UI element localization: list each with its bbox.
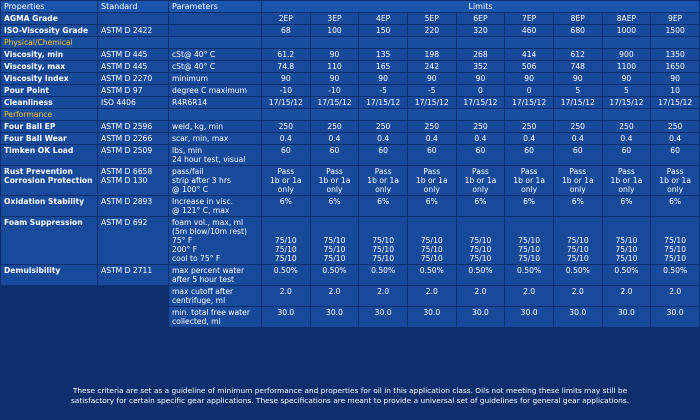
value-cell: 90 — [554, 73, 602, 84]
value-cell: 0.50% — [554, 265, 602, 285]
row-timken — [1, 145, 699, 165]
value-cell: 2.0 — [408, 286, 456, 306]
cell-std: ASTM D 6658 ASTM D 130 — [98, 166, 168, 195]
value-cell: 0.50% — [603, 265, 651, 285]
cell-prop: Viscosity, min — [1, 49, 97, 60]
cell-param: lbs, min 24 hour test, visual — [169, 145, 261, 165]
value-cell: 0 — [457, 85, 505, 96]
value-cell: 352 — [457, 61, 505, 72]
value-cell: 30.0 — [603, 307, 651, 327]
footnote — [0, 386, 700, 406]
cell-std — [98, 13, 168, 24]
value-cell: 6% — [311, 196, 359, 216]
value-cell: 6% — [408, 196, 456, 216]
value-cell: Pass 1b or 1a only — [359, 166, 407, 195]
cell-param: min. total free water collected, ml — [169, 307, 261, 327]
header-parameters: Parameters — [169, 1, 261, 12]
cell-prop: Oxidation Stability — [1, 196, 97, 216]
header-limits: Limits — [262, 1, 699, 12]
value-cell: 30.0 — [359, 307, 407, 327]
cell-param: weld, kg, min — [169, 121, 261, 132]
value-cell: 30.0 — [457, 307, 505, 327]
row-visc-max — [1, 61, 699, 72]
value-cell: 17/15/12 — [311, 97, 359, 108]
value-cell: 10 — [651, 85, 699, 96]
value-cell: 75/10 75/10 75/10 — [651, 217, 699, 264]
value-cell: 506 — [505, 61, 553, 72]
value-cell: 250 — [311, 121, 359, 132]
cell-prop: Rust Prevention Corrosion Protection — [1, 166, 97, 195]
grade-cell: 4EP — [359, 13, 407, 24]
value-cell: 30.0 — [651, 307, 699, 327]
footnote-line-2: satisfactory for certain specific gear applications. These specifications are meant to provide a universal set of guidelines for general gear applications. — [70, 396, 630, 405]
section-performance — [1, 109, 699, 120]
header-properties: Properties — [1, 1, 97, 12]
value-cell: 68 — [262, 25, 310, 36]
value-cell: 6% — [603, 196, 651, 216]
value-cell: 60 — [408, 145, 456, 165]
cell-std: ASTM D 692 — [98, 217, 168, 264]
value-cell: 100 — [311, 25, 359, 36]
cell-param: max percent water after 5 hour test — [169, 265, 261, 285]
cell-prop: Four Ball EP — [1, 121, 97, 132]
value-cell: 1350 — [651, 49, 699, 60]
value-cell: Pass 1b or 1a only — [554, 166, 602, 195]
value-cell: 90 — [603, 73, 651, 84]
value-cell: 0.50% — [457, 265, 505, 285]
value-cell: 135 — [359, 49, 407, 60]
value-cell: 30.0 — [505, 307, 553, 327]
grade-cell: 5EP — [408, 13, 456, 24]
cell-param — [169, 25, 261, 36]
value-cell: 90 — [262, 73, 310, 84]
cell-param: cSt@ 40° C — [169, 61, 261, 72]
value-cell: 2.0 — [457, 286, 505, 306]
value-cell: 60 — [603, 145, 651, 165]
value-cell: 60 — [311, 145, 359, 165]
value-cell: 1500 — [651, 25, 699, 36]
value-cell: 900 — [603, 49, 651, 60]
value-cell: 2.0 — [603, 286, 651, 306]
row-iso — [1, 25, 699, 36]
value-cell: 75/10 75/10 75/10 — [311, 217, 359, 264]
value-cell: 30.0 — [262, 307, 310, 327]
cell-param: Increase in visc. @ 121° C, max — [169, 196, 261, 216]
value-cell: -5 — [359, 85, 407, 96]
value-cell: 17/15/12 — [457, 97, 505, 108]
value-cell: 17/15/12 — [603, 97, 651, 108]
row-foam — [1, 217, 699, 264]
value-cell: -10 — [311, 85, 359, 96]
cell-prop: AGMA Grade — [1, 13, 97, 24]
header-standard: Standard — [98, 1, 168, 12]
row-four-ball-ep — [1, 121, 699, 132]
value-cell: 2.0 — [262, 286, 310, 306]
value-cell: -5 — [408, 85, 456, 96]
value-cell: 0 — [505, 85, 553, 96]
cell-prop: Viscosity, max — [1, 61, 97, 72]
section-label: Physical/Chemical — [1, 37, 97, 48]
cell-std: ASTM D 2711 — [98, 265, 168, 285]
value-cell: 6% — [262, 196, 310, 216]
value-cell: 60 — [651, 145, 699, 165]
value-cell: -10 — [262, 85, 310, 96]
cell-param: R4R6R14 — [169, 97, 261, 108]
value-cell: 2.0 — [554, 286, 602, 306]
cell-std: ASTM D 445 — [98, 49, 168, 60]
value-cell: 0.50% — [359, 265, 407, 285]
value-cell: 90 — [311, 49, 359, 60]
value-cell: 74.8 — [262, 61, 310, 72]
value-cell: 165 — [359, 61, 407, 72]
row-rust — [1, 166, 699, 195]
section-label: Performance — [1, 109, 97, 120]
value-cell: 6% — [359, 196, 407, 216]
value-cell: 0.4 — [408, 133, 456, 144]
value-cell: 6% — [457, 196, 505, 216]
value-cell: 60 — [457, 145, 505, 165]
cell-prop: Four Ball Wear — [1, 133, 97, 144]
header-row — [1, 1, 699, 12]
cell-std: ASTM D 2596 — [98, 121, 168, 132]
cell-prop: Pour Point — [1, 85, 97, 96]
value-cell: 17/15/12 — [651, 97, 699, 108]
value-cell: 17/15/12 — [262, 97, 310, 108]
row-oxidation — [1, 196, 699, 216]
value-cell: 250 — [505, 121, 553, 132]
value-cell: 250 — [359, 121, 407, 132]
value-cell: 2.0 — [505, 286, 553, 306]
value-cell: 0.50% — [408, 265, 456, 285]
value-cell: 90 — [651, 73, 699, 84]
value-cell: 60 — [359, 145, 407, 165]
value-cell: Pass 1b or 1a only — [311, 166, 359, 195]
value-cell: 0.50% — [262, 265, 310, 285]
value-cell: 0.4 — [311, 133, 359, 144]
row-four-ball-wear — [1, 133, 699, 144]
value-cell: 90 — [311, 73, 359, 84]
cell-prop: Viscosity Index — [1, 73, 97, 84]
value-cell: 150 — [359, 25, 407, 36]
value-cell: 250 — [651, 121, 699, 132]
value-cell: 2.0 — [359, 286, 407, 306]
value-cell: Pass 1b or 1a only — [457, 166, 505, 195]
value-cell: 75/10 75/10 75/10 — [554, 217, 602, 264]
value-cell: 460 — [505, 25, 553, 36]
cell-std: ASTM D 2270 — [98, 73, 168, 84]
grade-cell: 8EP — [554, 13, 602, 24]
value-cell: 17/15/12 — [554, 97, 602, 108]
value-cell: 0.4 — [359, 133, 407, 144]
row-agma — [1, 13, 699, 24]
cell-prop: Cleanliness — [1, 97, 97, 108]
value-cell: 2.0 — [311, 286, 359, 306]
value-cell: 1100 — [603, 61, 651, 72]
value-cell: 250 — [262, 121, 310, 132]
value-cell: 0.4 — [603, 133, 651, 144]
value-cell: 90 — [457, 73, 505, 84]
value-cell: 198 — [408, 49, 456, 60]
row-demulsibility — [1, 265, 699, 285]
row-visc-min — [1, 49, 699, 60]
value-cell: 0.4 — [651, 133, 699, 144]
value-cell: 61.2 — [262, 49, 310, 60]
cell-std: ASTM D 2266 — [98, 133, 168, 144]
value-cell: Pass 1b or 1a only — [408, 166, 456, 195]
value-cell: 1650 — [651, 61, 699, 72]
value-cell: 268 — [457, 49, 505, 60]
value-cell: 0.4 — [262, 133, 310, 144]
value-cell: 220 — [408, 25, 456, 36]
value-cell: 30.0 — [408, 307, 456, 327]
value-cell: 17/15/12 — [505, 97, 553, 108]
value-cell: 30.0 — [554, 307, 602, 327]
value-cell: 17/15/12 — [359, 97, 407, 108]
footnote-line-1: These criteria are set as a guideline of minimum performance and properties for oil in this application class. Oils not meeting these limits may still be — [72, 386, 628, 395]
grade-cell: 8AEP — [603, 13, 651, 24]
row-cutoff — [1, 286, 699, 306]
value-cell: 0.4 — [554, 133, 602, 144]
row-free-water — [1, 307, 699, 327]
value-cell: 1000 — [603, 25, 651, 36]
value-cell: 60 — [262, 145, 310, 165]
cell-std: ASTM D 97 — [98, 85, 168, 96]
cell-std: ASTM D 2509 — [98, 145, 168, 165]
grade-cell: 7EP — [505, 13, 553, 24]
cell-prop: Demulsibility — [1, 265, 97, 285]
cell-param: scar, min, max — [169, 133, 261, 144]
value-cell: 6% — [554, 196, 602, 216]
value-cell: 0.4 — [505, 133, 553, 144]
cell-prop: Foam Suppression — [1, 217, 97, 264]
row-visc-index — [1, 73, 699, 84]
value-cell: 250 — [457, 121, 505, 132]
value-cell: 90 — [408, 73, 456, 84]
row-cleanliness — [1, 97, 699, 108]
cell-param: cSt@ 40° C — [169, 49, 261, 60]
cell-param: degree C maximum — [169, 85, 261, 96]
cell-std: ASTM D 2422 — [98, 25, 168, 36]
value-cell: 75/10 75/10 75/10 — [505, 217, 553, 264]
value-cell: 2.0 — [651, 286, 699, 306]
value-cell: 414 — [505, 49, 553, 60]
grade-cell: 6EP — [457, 13, 505, 24]
value-cell: 5 — [554, 85, 602, 96]
cell-param: max cutoff after centrifuge, ml — [169, 286, 261, 306]
row-pour-point — [1, 85, 699, 96]
value-cell: 250 — [408, 121, 456, 132]
cell-param: foam vol., max, ml (5m blow/10m rest) 75° F 200° F cool to 75° F — [169, 217, 261, 264]
cell-param: pass/fail strip after 3 hrs @ 100° C — [169, 166, 261, 195]
value-cell: 75/10 75/10 75/10 — [262, 217, 310, 264]
cell-param — [169, 13, 261, 24]
value-cell: 60 — [554, 145, 602, 165]
value-cell: 5 — [603, 85, 651, 96]
cell-std: ASTM D 445 — [98, 61, 168, 72]
section-physical — [1, 37, 699, 48]
value-cell: 110 — [311, 61, 359, 72]
grade-cell: 3EP — [311, 13, 359, 24]
value-cell: 90 — [505, 73, 553, 84]
value-cell: 6% — [505, 196, 553, 216]
value-cell: 75/10 75/10 75/10 — [457, 217, 505, 264]
value-cell: 250 — [554, 121, 602, 132]
value-cell: 75/10 75/10 75/10 — [359, 217, 407, 264]
value-cell: 60 — [505, 145, 553, 165]
cell-std: ASTM D 2893 — [98, 196, 168, 216]
value-cell: 680 — [554, 25, 602, 36]
value-cell: 250 — [603, 121, 651, 132]
value-cell: 75/10 75/10 75/10 — [408, 217, 456, 264]
value-cell: 748 — [554, 61, 602, 72]
value-cell: 90 — [359, 73, 407, 84]
value-cell: 242 — [408, 61, 456, 72]
value-cell: 0.50% — [311, 265, 359, 285]
value-cell: Pass 1b or 1a only — [505, 166, 553, 195]
cell-std: ISO 4406 — [98, 97, 168, 108]
value-cell: Pass 1b or 1a only — [262, 166, 310, 195]
cell-prop: Timken OK Load — [1, 145, 97, 165]
value-cell: 17/15/12 — [408, 97, 456, 108]
value-cell: Pass 1b or 1a only — [651, 166, 699, 195]
value-cell: 6% — [651, 196, 699, 216]
grade-cell: 9EP — [651, 13, 699, 24]
grade-cell: 2EP — [262, 13, 310, 24]
cell-prop: ISO-Viscosity Grade — [1, 25, 97, 36]
value-cell: 0.50% — [505, 265, 553, 285]
value-cell: 0.50% — [651, 265, 699, 285]
value-cell: 75/10 75/10 75/10 — [603, 217, 651, 264]
value-cell: 320 — [457, 25, 505, 36]
value-cell: 30.0 — [311, 307, 359, 327]
value-cell: 0.4 — [457, 133, 505, 144]
value-cell: Pass 1b or 1a only — [603, 166, 651, 195]
cell-param: minimum — [169, 73, 261, 84]
value-cell: 612 — [554, 49, 602, 60]
